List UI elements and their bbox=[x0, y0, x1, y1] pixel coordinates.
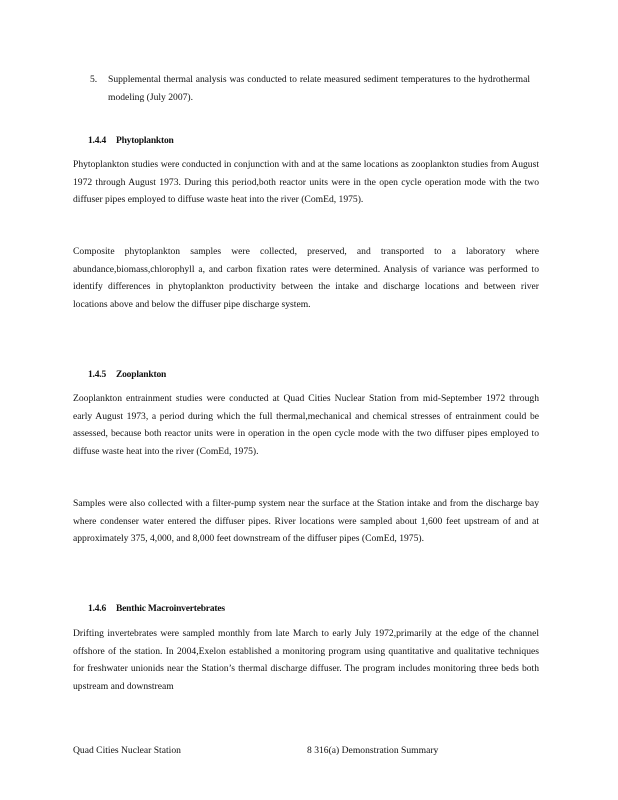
paragraph-text: Phytoplankton studies were conducted in conjunction with and at the same locations as zooplankton studies from August 1972 through August 1973. During this period,both reactor units were in the open cycle operation mode with the two diffuser pipes employed to diffuse waste heat into the river (ComEd, 1975). bbox=[73, 159, 539, 205]
section-number: 1.4.5 bbox=[88, 370, 107, 380]
paragraph-zooplankton-2 bbox=[73, 495, 539, 548]
paragraph-benthic-1 bbox=[73, 625, 539, 695]
paragraph-phytoplankton-1 bbox=[73, 156, 539, 209]
section-heading-1-4-5 bbox=[88, 370, 166, 380]
list-item-number: 5. bbox=[90, 74, 98, 85]
list-item-5 bbox=[90, 71, 530, 106]
paragraph-text: Samples were also collected with a filter-pump system near the surface at the Station intake and from the discharge bay where condenser water entered the diffuser pipes. River locations were sampled about 1,600 feet upstream of and at approximately 375, 4,000, and 8,000 feet downstream of the diffuser pipes (ComEd, 1975). bbox=[73, 498, 539, 544]
paragraph-text: Zooplankton entrainment studies were conducted at Quad Cities Nuclear Station from mid-September 1972 through early August 1973, a period during which the full thermal,mechanical and chemical stresses of entrainment could be assessed, because both reactor units were in operation in the open cycle mode with the two diffuser pipes employed to diffuse waste heat into the river (ComEd, 1975). bbox=[73, 393, 539, 457]
list-item-text: Supplemental thermal analysis was conducted to relate measured sediment temperatures to the hydrothermal modeling (July 2007). bbox=[108, 74, 530, 103]
paragraph-text: Drifting invertebrates were sampled monthly from late March to early July 1972,primarily at the edge of the channel offshore of the station. In 2004,Exelon established a monitoring program using quantitative and qualitative techniques for freshwater unionids near the Station’s thermal discharge diffuser. The program includes monitoring three beds both upstream and downstream bbox=[73, 628, 539, 692]
section-heading-1-4-4 bbox=[88, 136, 174, 146]
footer-left: Quad Cities Nuclear Station bbox=[73, 745, 181, 756]
paragraph-zooplankton-1 bbox=[73, 390, 539, 460]
paragraph-text: Composite phytoplankton samples were collected, preserved, and transported to a laboratory where abundance,biomass,chlorophyll a, and carbon fixation rates were determined. Analysis of variance was performed to identify differences in phytoplankton productivity between the intake and discharge locations and between river locations above and below the diffuser pipe discharge system. bbox=[73, 246, 539, 310]
section-title: Benthic Macroinvertebrates bbox=[116, 604, 225, 614]
section-heading-1-4-6 bbox=[88, 604, 225, 614]
section-number: 1.4.4 bbox=[88, 136, 107, 146]
section-title: Phytoplankton bbox=[116, 136, 174, 146]
section-number: 1.4.6 bbox=[88, 604, 107, 614]
section-title: Zooplankton bbox=[116, 370, 167, 380]
paragraph-phytoplankton-2 bbox=[73, 243, 539, 313]
footer-right: 8 316(a) Demonstration Summary bbox=[307, 745, 439, 756]
